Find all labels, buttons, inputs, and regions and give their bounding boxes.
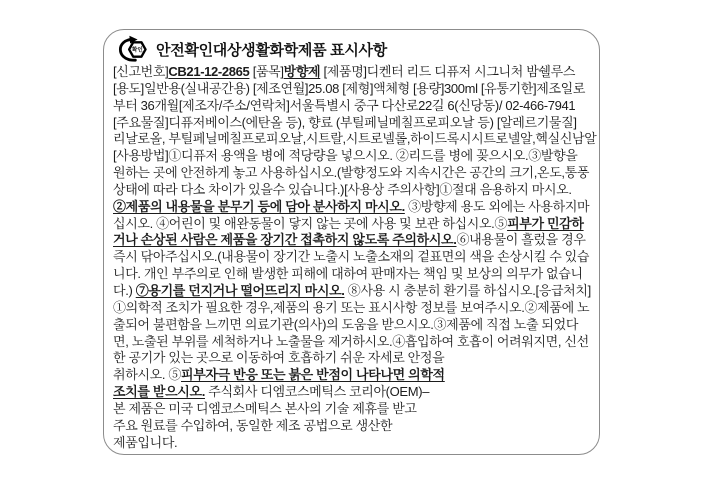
label-text: [용도]일반용(실내공간용) [제조연월]25.08 [제형]액체형 [용량]300ml [유통기한]제조일로: [113, 80, 586, 96]
label-text-emphasis: ②제품의 내용물을 분무기 등에 담아 분사하지 마시오.: [113, 198, 405, 214]
label-line: [113, 283, 593, 300]
label-line: [113, 317, 593, 334]
label-body: [104, 63, 599, 451]
label-line: [113, 401, 593, 418]
label-text: ⑥내용물이 흘렀을 경우: [456, 232, 586, 248]
label-line: [113, 350, 593, 367]
label-text: 다.): [113, 282, 136, 298]
label-line: [113, 418, 593, 435]
label-text: 상태에 따라 다소 차이가 있을수 있습니다.)[사용상 주의사항]①절대 음용하지 마시오.: [113, 181, 572, 197]
label-line: [113, 81, 593, 98]
label-text-emphasis: 피부가 민감하: [507, 215, 584, 231]
label-text: 한 공기가 있는 곳으로 이동하여 호흡하기 쉬운 자세로 안정을: [113, 350, 445, 366]
label-text: [품목]: [249, 64, 284, 79]
label-text: 면, 노출된 부위를 세척하거나 노출물을 제거하시오.④흡입하여 호흡이 어려워지면, 신선: [113, 333, 589, 349]
label-text: 주요 원료를 수입하여, 동일한 제조 공법으로 생산한: [113, 417, 393, 433]
label-text: [주요물질]디퓨저베이스(에탄올 등), 향료 (부틸페닐메칠프로피오날 등) [알레르기물질]: [113, 114, 577, 130]
label-line: [113, 199, 593, 216]
label-line: [113, 165, 593, 182]
label-text: 원하는 곳에 안전하게 놓고 사용하십시오.(발향정도와 지속시간은 공간의 크기,온도,통풍: [113, 165, 590, 181]
label-line: [113, 115, 593, 132]
safety-confirmation-mark-icon: [118, 35, 149, 63]
label-line: [113, 266, 593, 283]
label-line: [113, 334, 593, 351]
product-label-card: [103, 29, 600, 455]
label-text: 리날로올, 부틸페닐메칠프로피오날,시트랄,시트로넬롤,하이드록시시트로넬알,헥실신남알: [113, 131, 597, 147]
label-line: [113, 64, 593, 81]
label-text-emphasis: CB21-12-2865: [168, 64, 250, 79]
label-text: 십시오. ④어린이 및 애완동물이 닿지 않는 곳에 사용 및 보관 하십시오.⑤: [113, 215, 508, 231]
label-text: ③방향제 용도 외에는 사용하지마: [404, 198, 590, 214]
label-line: [113, 384, 593, 401]
label-text: ①의학적 조치가 필요한 경우,제품의 용기 또는 표시사항 정보를 보여주시오.②제품에 노: [113, 299, 590, 315]
label-text-emphasis: 거나 손상된 사람은 제품을 장기간 접촉하지 않도록 주의하시오.: [113, 232, 457, 248]
label-text-emphasis: 피부자극 반응 또는 붉은 반점이 나타나면 의학적: [181, 367, 445, 383]
label-text-emphasis: 조치를 받으시오.: [113, 384, 205, 400]
label-line: [113, 148, 593, 165]
label-text: 니다. 개인 부주의로 인해 발생한 피해에 대하여 판매자는 책임 및 보상의 의무가 없습니: [113, 266, 583, 282]
label-title: 안전확인대상생활화학제품 표시사항: [156, 41, 387, 59]
label-text: 즉시 닦아주십시오.(내용물이 장기간 노출시 노출소재의 겉표면의 색을 손상시킬 수 있습: [113, 249, 590, 265]
label-text: 제품입니다.: [113, 434, 178, 450]
label-line: [113, 131, 597, 148]
label-line: [113, 300, 593, 317]
logo-text: 확인: [131, 47, 143, 54]
label-line: [113, 249, 593, 266]
label-text: ⑧사용 시 충분히 환기를 하십시오.[응급처치]: [344, 282, 591, 298]
label-text: [신고번호]: [113, 64, 169, 79]
label-line: [113, 435, 593, 452]
label-text: 출되어 불편함을 느끼면 의료기관(의사)의 도움을 받으시오.③제품에 직접 노출 되었다: [113, 316, 579, 332]
label-text: [사용방법]①디퓨저 용액을 병에 적당량을 넣으시오. ②리드를 병에 꽂으시오.③발향을: [113, 148, 578, 164]
label-line: [113, 232, 593, 249]
label-header: [104, 30, 599, 63]
label-line: [113, 98, 593, 115]
label-line: [113, 216, 593, 233]
label-line: [113, 182, 593, 199]
label-text-emphasis: 방향제: [283, 64, 321, 79]
label-line: [113, 367, 593, 384]
label-text: 취하시오. ⑤: [113, 367, 182, 383]
label-text: 부터 36개월[제조자/주소/연락처]서울특별시 중구 다산로22길 6(신당동)/ 02-466-7941: [113, 97, 576, 113]
label-text: 주식회사 디엠코스메틱스 코리아(OEM)–: [204, 384, 430, 400]
label-text: [제품명]디켄터 리드 디퓨저 시그니처 밤쉘루스: [320, 64, 576, 79]
label-text-emphasis: ⑦용기를 던지거나 떨어뜨리지 마시오.: [135, 282, 345, 298]
label-text: 본 제품은 미국 디엠코스메틱스 본사의 기술 제휴를 받고: [113, 400, 417, 416]
